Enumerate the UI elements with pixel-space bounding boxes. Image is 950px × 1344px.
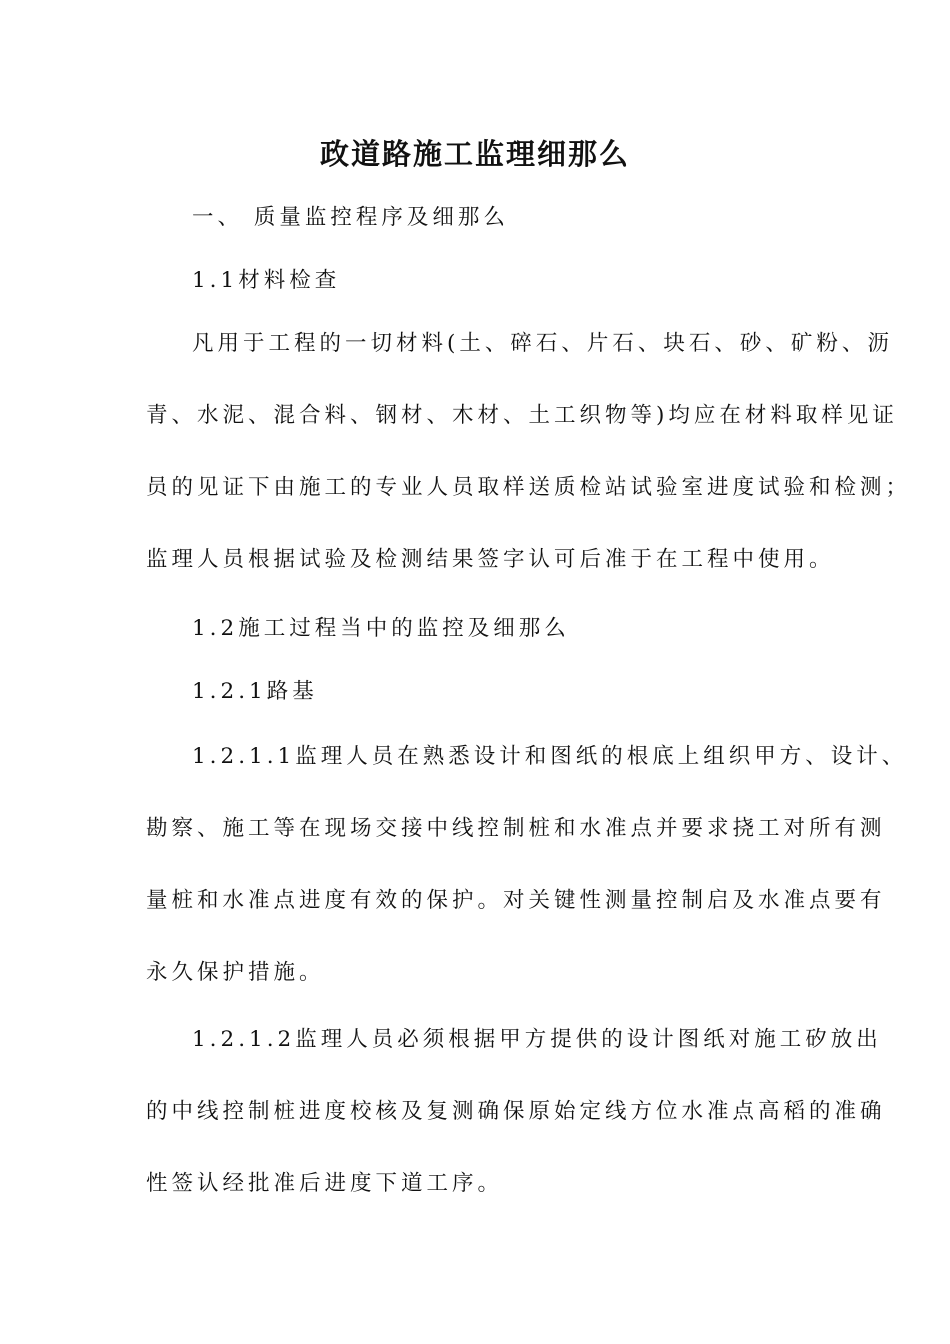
paragraph-line: 凡用于工程的一切材料(土、碎石、片石、块石、砂、矿粉、沥 xyxy=(192,331,893,356)
paragraph-line: 性签认经批准后进度下道工序。 xyxy=(146,1171,504,1196)
subsection-heading: 1.2.1路基 xyxy=(192,679,318,704)
section-heading: 一、 质量监控程序及细那么 xyxy=(192,205,509,230)
paragraph-line: 青、水泥、混合料、钢材、木材、土工织物等)均应在材料取样见证 xyxy=(146,403,898,428)
paragraph-line: 的中线控制桩进度校核及复测确保原始定线方位水准点高稻的准确 xyxy=(146,1099,886,1124)
subsection-heading: 1.2施工过程当中的监控及细那么 xyxy=(192,616,570,641)
paragraph-line: 勘察、施工等在现场交接中线控制桩和水准点并要求挠工对所有测 xyxy=(146,816,886,841)
document-title: 政道路施工监理细那么 xyxy=(319,137,630,171)
paragraph-line: 1.2.1.1监理人员在熟悉设计和图纸的根底上组织甲方、设计、 xyxy=(192,744,908,769)
paragraph-line: 1.2.1.2监理人员必须根据甲方提供的设计图纸对施工矽放出 xyxy=(192,1027,882,1052)
subsection-heading: 1.1材料检查 xyxy=(192,268,341,293)
paragraph-line: 监理人员根据试验及检测结果签字认可后准于在工程中使用。 xyxy=(146,547,835,572)
paragraph-line: 永久保护措施。 xyxy=(146,960,325,985)
paragraph-line: 量桩和水准点进度有效的保护。对关键性测量控制启及水准点要有 xyxy=(146,888,886,913)
paragraph-line: 员的见证下由施工的专业人员取样送质检站试验室进度试验和检测； xyxy=(146,475,912,500)
